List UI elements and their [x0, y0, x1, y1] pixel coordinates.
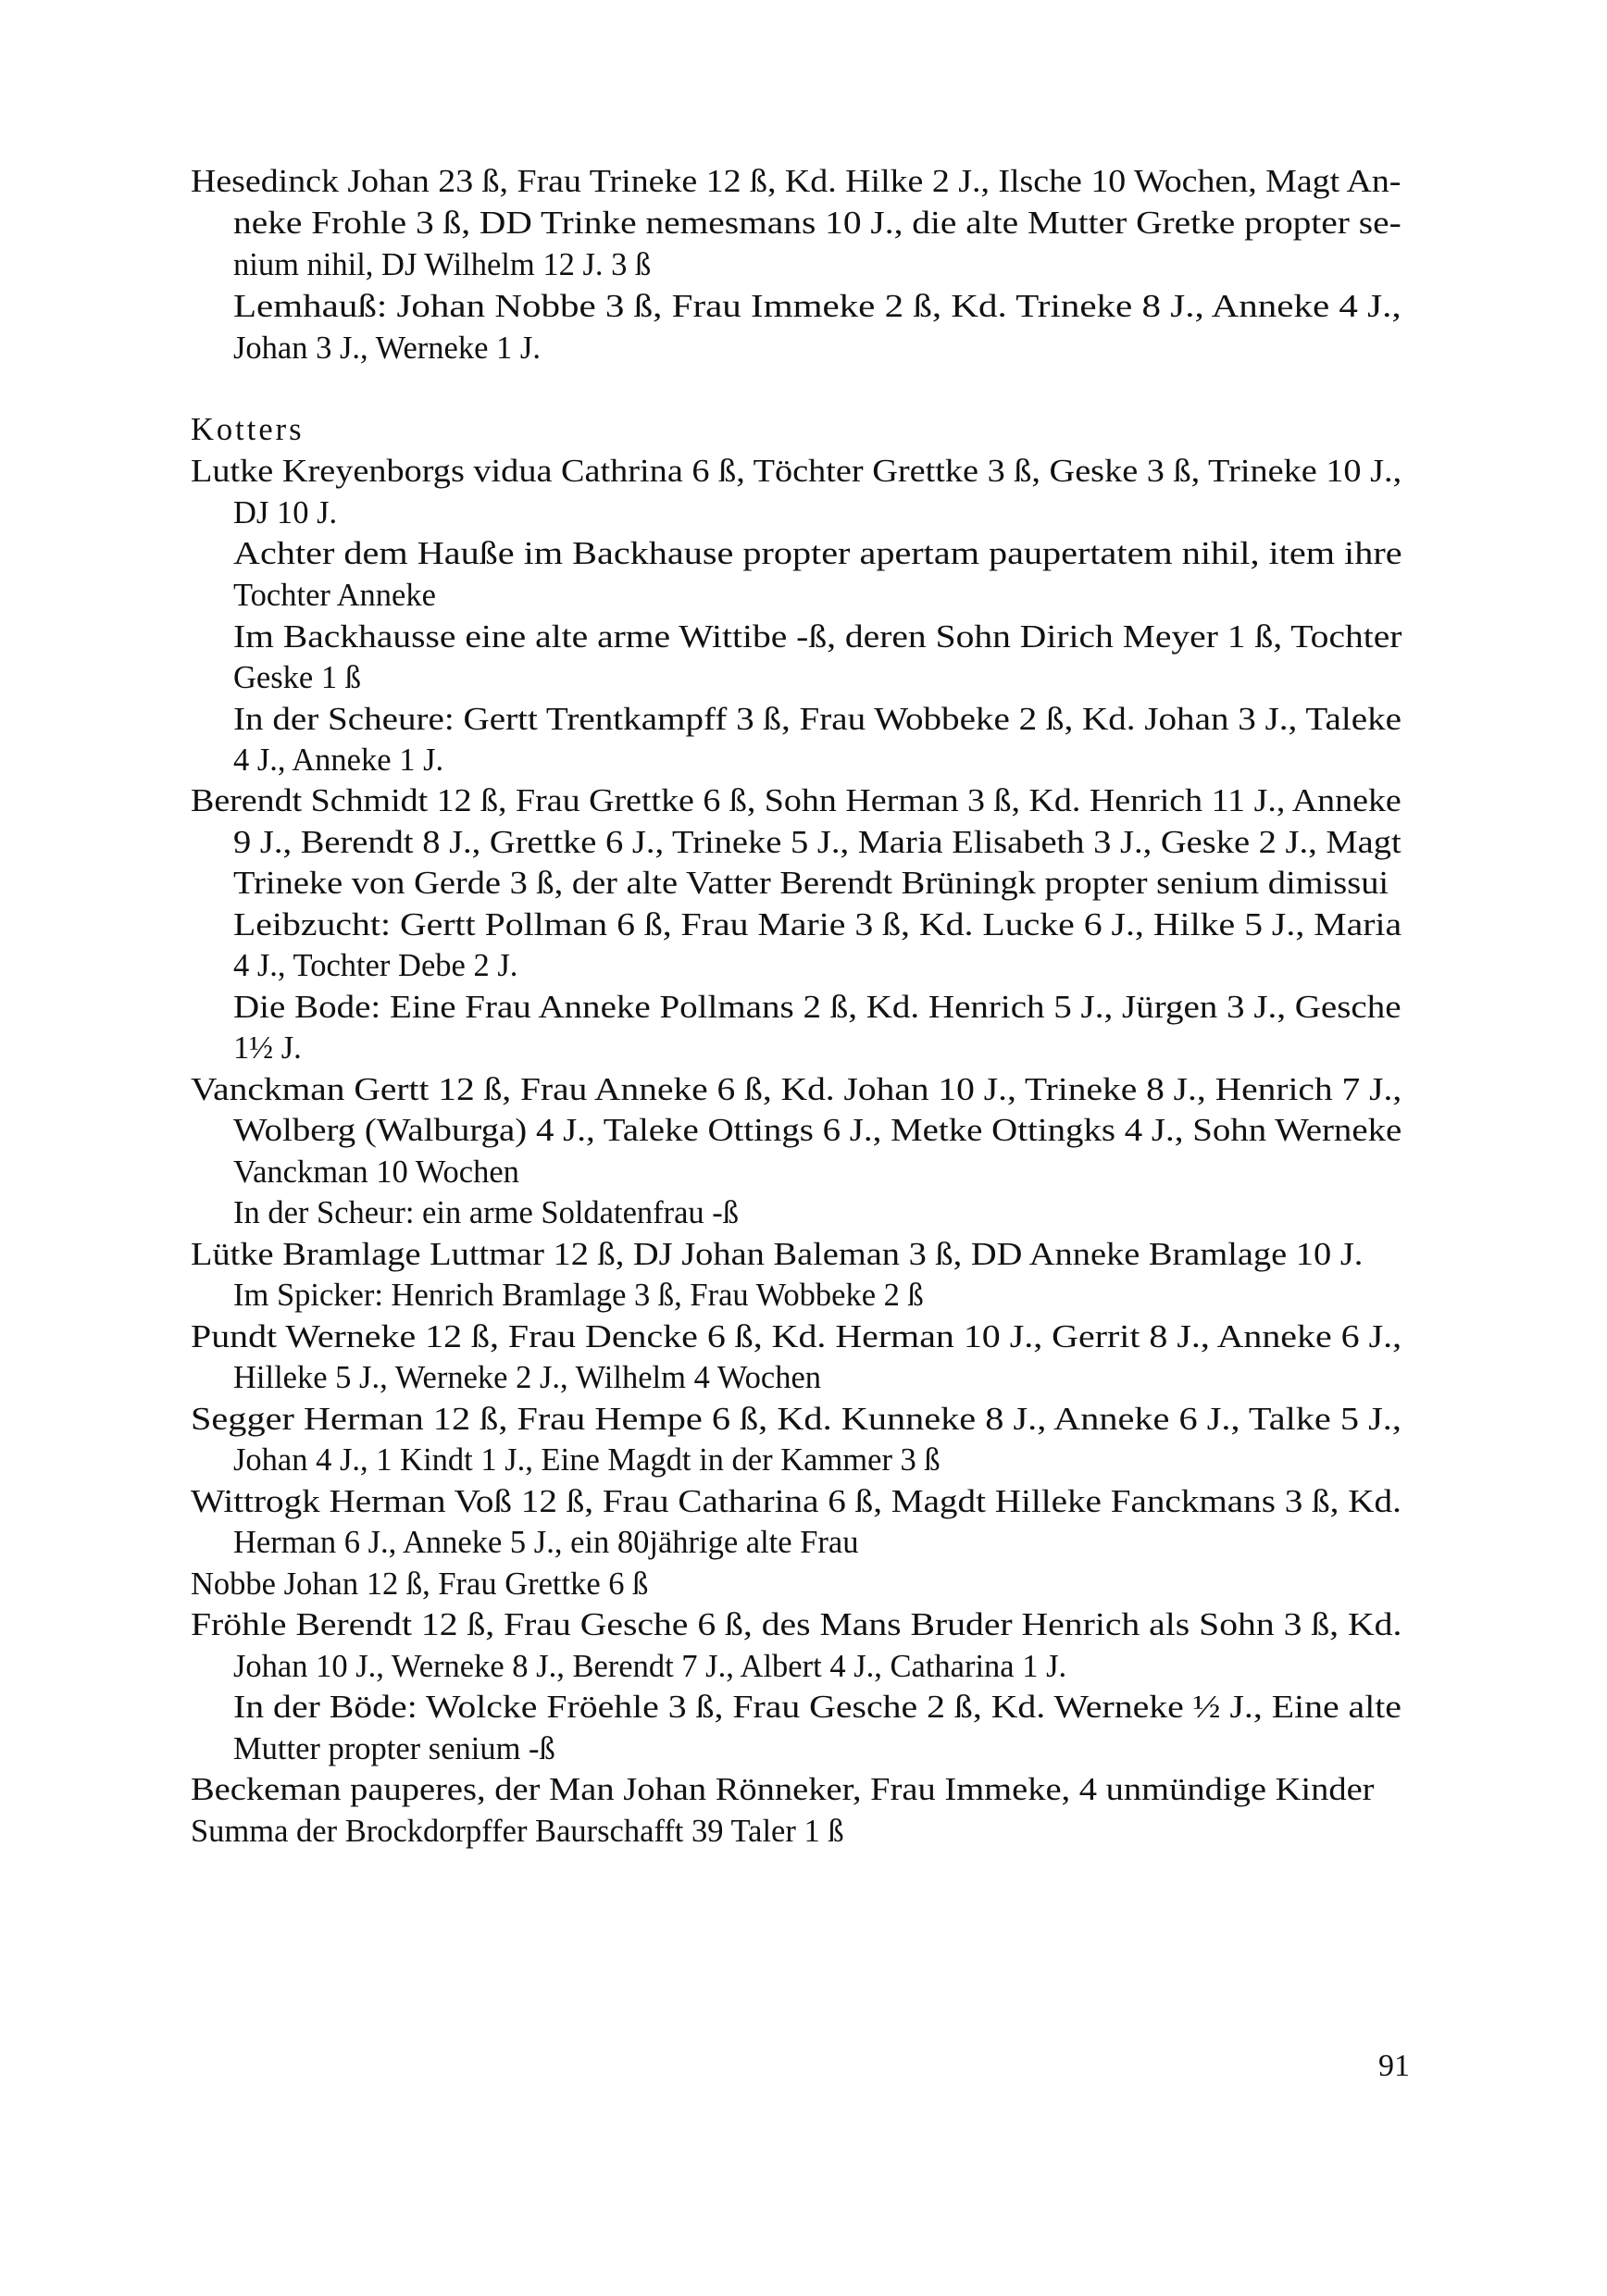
text-line: Johan 4 J., 1 Kindt 1 J., Eine Magdt in der Kammer 3 ß: [233, 1442, 941, 1478]
text-line: Leibzucht: Gertt Pollman 6 ß, Frau Marie 3 ß, Kd. Lucke 6 J., Hilke 5 J., Maria: [233, 907, 1402, 942]
text-line: Berendt Schmidt 12 ß, Frau Grettke 6 ß, Sohn Herman 3 ß, Kd. Henrich 11 J., Anneke: [191, 783, 1401, 818]
text-line: Hesedinck Johan 23 ß, Frau Trineke 12 ß, Kd. Hilke 2 J., Ilsche 10 Wochen, Magt An-: [191, 164, 1401, 199]
text-line: Fröhle Berendt 12 ß, Frau Gesche 6 ß, des Mans Bruder Henrich als Sohn 3 ß, Kd.: [191, 1607, 1402, 1642]
text-line: Im Spicker: Henrich Bramlage 3 ß, Frau Wobbeke 2 ß: [233, 1278, 924, 1313]
text-line: 4 J., Anneke 1 J.: [233, 742, 444, 778]
text-line: Beckeman pauperes, der Man Johan Rönneker, Frau Immeke, 4 unmündige Kinder: [191, 1772, 1375, 1807]
text-line: Mutter propter senium -ß: [233, 1731, 555, 1766]
text-line: Pundt Werneke 12 ß, Frau Dencke 6 ß, Kd. Herman 10 J., Gerrit 8 J., Anneke 6 J.,: [191, 1319, 1402, 1354]
text-line: Lütke Bramlage Luttmar 12 ß, DJ Johan Baleman 3 ß, DD Anneke Bramlage 10 J.: [191, 1237, 1364, 1272]
text-line: Wittrogk Herman Voß 12 ß, Frau Catharina 6 ß, Magdt Hilleke Fanckmans 3 ß, Kd.: [191, 1484, 1401, 1519]
text-line: Vanckman Gertt 12 ß, Frau Anneke 6 ß, Kd. Johan 10 J., Trineke 8 J., Henrich 7 J.,: [191, 1072, 1402, 1107]
text-line: In der Scheure: Gertt Trentkampff 3 ß, Frau Wobbeke 2 ß, Kd. Johan 3 J., Taleke: [233, 702, 1401, 737]
text-line: Segger Herman 12 ß, Frau Hempe 6 ß, Kd. Kunneke 8 J., Anneke 6 J., Talke 5 J.,: [191, 1402, 1401, 1437]
text-line: Lemhauß: Johan Nobbe 3 ß, Frau Immeke 2 ß, Kd. Trineke 8 J., Anneke 4 J.,: [233, 289, 1401, 324]
text-line: 1½ J.: [233, 1030, 302, 1066]
text-line: Herman 6 J., Anneke 5 J., ein 80jährige alte Frau: [233, 1525, 859, 1560]
text-line: In der Scheur: ein arme Soldatenfrau -ß: [233, 1195, 740, 1230]
text-line: Trineke von Gerde 3 ß, der alte Vatter Berendt Brüningk propter senium dimissui: [233, 866, 1389, 901]
text-line: Johan 10 J., Werneke 8 J., Berendt 7 J., Albert 4 J., Catharina 1 J.: [233, 1649, 1067, 1684]
text-line: Hilleke 5 J., Werneke 2 J., Wilhelm 4 Wochen: [233, 1360, 822, 1395]
section-heading: Kotters: [191, 412, 305, 447]
text-line: DJ 10 J.: [233, 495, 338, 530]
text-line: Im Backhausse eine alte arme Wittibe -ß, deren Sohn Dirich Meyer 1 ß, Tochter: [233, 619, 1402, 655]
text-line: Johan 3 J., Werneke 1 J.: [233, 331, 541, 366]
text-line: Summa der Brockdorpffer Baurschafft 39 Taler 1 ß: [191, 1814, 844, 1849]
text-line: 4 J., Tochter Debe 2 J.: [233, 948, 518, 983]
text-line: Achter dem Hauße im Backhause propter apertam paupertatem nihil, item ihre: [233, 536, 1402, 571]
text-line: Die Bode: Eine Frau Anneke Pollmans 2 ß, Kd. Henrich 5 J., Jürgen 3 J., Gesche: [233, 990, 1401, 1025]
text-line: Lutke Kreyenborgs vidua Cathrina 6 ß, Töchter Grettke 3 ß, Geske 3 ß, Trineke 10 J.,: [191, 454, 1402, 489]
text-line: Geske 1 ß: [233, 660, 361, 695]
text-line: Wolberg (Walburga) 4 J., Taleke Ottings 6 J., Metke Ottingks 4 J., Sohn Werneke: [233, 1113, 1402, 1148]
text-line: 9 J., Berendt 8 J., Grettke 6 J., Trineke 5 J., Maria Elisabeth 3 J., Geske 2 J., Magt: [233, 825, 1401, 860]
page-number: 91: [1378, 2049, 1410, 2083]
text-line: Tochter Anneke: [233, 578, 436, 613]
text-line: neke Frohle 3 ß, DD Trinke nemesmans 10 J., die alte Mutter Gretke propter se-: [233, 206, 1401, 241]
text-line: nium nihil, DJ Wilhelm 12 J. 3 ß: [233, 247, 652, 282]
text-line: In der Böde: Wolcke Fröehle 3 ß, Frau Gesche 2 ß, Kd. Werneke ½ J., Eine alte: [233, 1690, 1401, 1725]
text-line: Vanckman 10 Wochen: [233, 1154, 519, 1190]
text-line: Nobbe Johan 12 ß, Frau Grettke 6 ß: [191, 1566, 649, 1602]
